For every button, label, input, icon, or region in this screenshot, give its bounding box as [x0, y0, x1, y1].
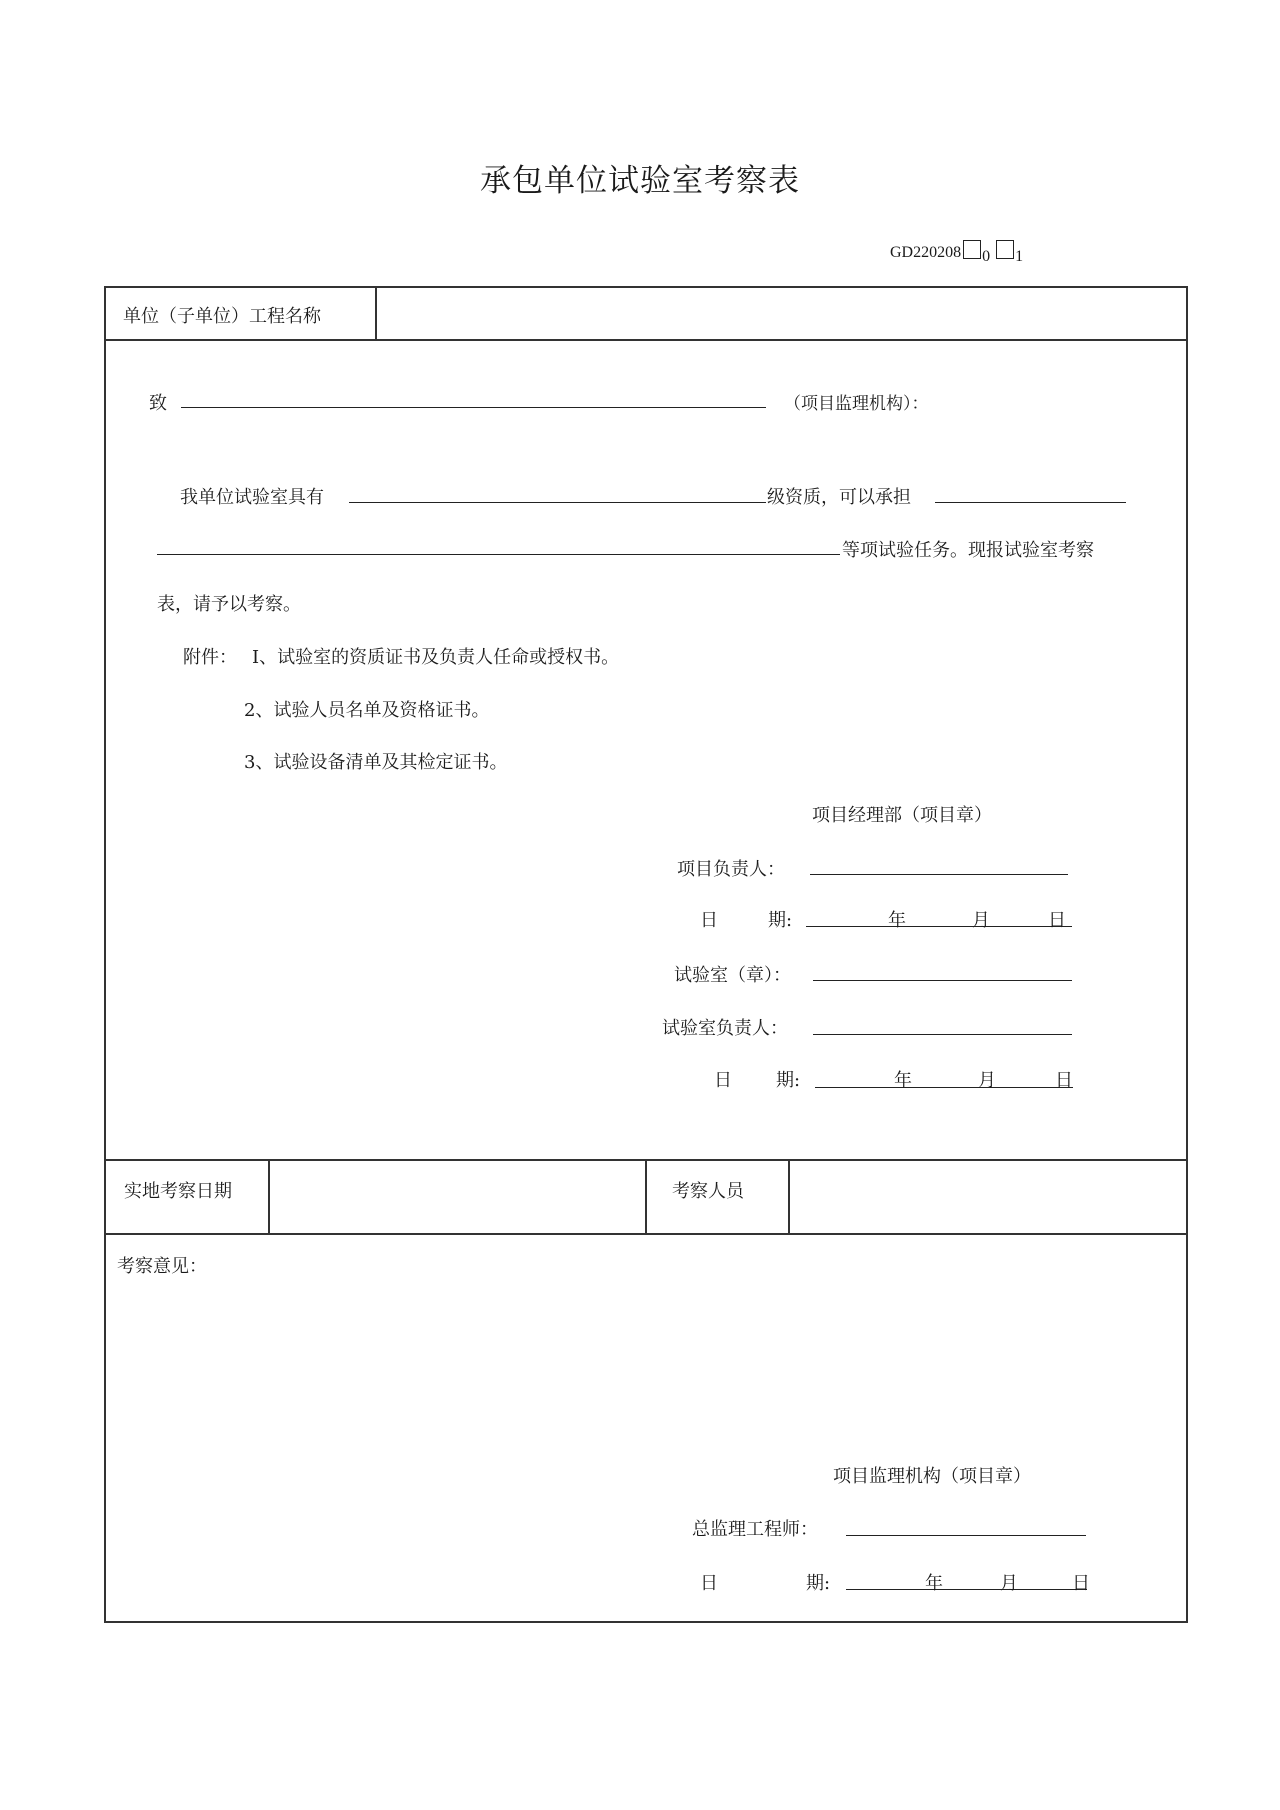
inspection-divider-3 — [788, 1159, 790, 1234]
project-name-label: 单位（子单位）工程名称 — [123, 306, 321, 327]
para-line2: 等项试验任务。现报试验室考察 — [842, 540, 1094, 561]
opinion-date-month: 月 — [1000, 1573, 1018, 1594]
to-recipient-field[interactable] — [181, 407, 766, 408]
checkbox-1[interactable] — [996, 240, 1014, 259]
opinion-date-day: 日 — [1072, 1573, 1090, 1594]
checkbox-1-label: 1 — [1015, 248, 1024, 265]
project-manager-label: 项目负责人： — [677, 859, 785, 880]
form-code-prefix: GD220208 — [890, 244, 962, 261]
para-line1-a: 我单位试验室具有 — [180, 487, 324, 508]
to-suffix: （项目监理机构）： — [784, 394, 929, 414]
table-border-left — [104, 286, 106, 1623]
project-manager-field[interactable] — [810, 874, 1068, 875]
lab-date-month: 月 — [978, 1070, 996, 1091]
lab-date-year: 年 — [894, 1070, 912, 1091]
para-line3: 表，请予以考察。 — [157, 594, 301, 615]
lab-head-field[interactable] — [813, 1034, 1072, 1035]
contractor-date-field[interactable] — [806, 926, 1072, 927]
opinion-date-label-b: 期: — [806, 1573, 831, 1594]
table-border-bottom — [105, 1621, 1188, 1623]
inspection-staff-label: 考察人员 — [672, 1181, 744, 1202]
opinion-date-year: 年 — [925, 1573, 943, 1594]
lab-head-label: 试验室负责人： — [662, 1018, 788, 1039]
table-divider-row1 — [105, 339, 1188, 341]
para-line1-b: 级资质，可以承担 — [767, 487, 911, 508]
lab-seal-field[interactable] — [813, 980, 1072, 981]
lab-date-label-a: 日 — [714, 1070, 732, 1091]
supervision-org-seal: 项目监理机构（项目章） — [833, 1466, 1031, 1487]
test-tasks-field-2[interactable] — [157, 554, 840, 555]
contractor-org-seal: 项目经理部（项目章） — [812, 805, 992, 826]
qualification-level-field[interactable] — [349, 502, 766, 503]
table-border-top — [105, 286, 1188, 288]
inspection-staff-field[interactable] — [792, 1163, 1184, 1231]
contractor-date-label-b: 期: — [768, 910, 793, 931]
contractor-date-month: 月 — [972, 910, 990, 931]
opinion-field[interactable] — [115, 1285, 1175, 1455]
project-name-field[interactable] — [380, 290, 1184, 338]
test-tasks-field-1[interactable] — [935, 502, 1126, 503]
inspection-divider-2 — [645, 1159, 647, 1234]
chief-engineer-field[interactable] — [846, 1535, 1086, 1536]
opinion-label: 考察意见： — [117, 1256, 207, 1277]
lab-date-label-b: 期: — [776, 1070, 801, 1091]
checkbox-0[interactable] — [963, 240, 981, 259]
attachment-item-1: I、试验室的资质证书及负责人任命或授权书。 — [252, 647, 620, 668]
contractor-date-day: 日 — [1048, 910, 1066, 931]
lab-seal-label: 试验室（章）： — [674, 965, 791, 986]
to-prefix: 致 — [149, 393, 167, 414]
lab-date-day: 日 — [1055, 1070, 1073, 1091]
inspection-date-label: 实地考察日期 — [124, 1181, 232, 1202]
lab-date-field[interactable] — [815, 1087, 1073, 1088]
opinion-date-field[interactable] — [846, 1589, 1087, 1590]
opinion-date-label-a: 日 — [700, 1573, 718, 1594]
attachments-label: 附件： — [183, 647, 237, 668]
contractor-date-label-a: 日 — [700, 910, 718, 931]
inspection-date-field[interactable] — [272, 1163, 644, 1231]
inspection-divider-1 — [268, 1159, 270, 1234]
table-divider-col1 — [375, 286, 377, 340]
checkbox-0-label: 0 — [982, 248, 991, 265]
attachment-item-3: 3、试验设备清单及其检定证书。 — [244, 752, 508, 773]
form-code — [890, 240, 1024, 265]
table-border-right — [1186, 286, 1188, 1623]
chief-engineer-label: 总监理工程师： — [692, 1519, 818, 1540]
form-title: 承包单位试验室考察表 — [480, 163, 800, 199]
contractor-date-year: 年 — [888, 910, 906, 931]
attachment-item-2: 2、试验人员名单及资格证书。 — [244, 700, 490, 721]
